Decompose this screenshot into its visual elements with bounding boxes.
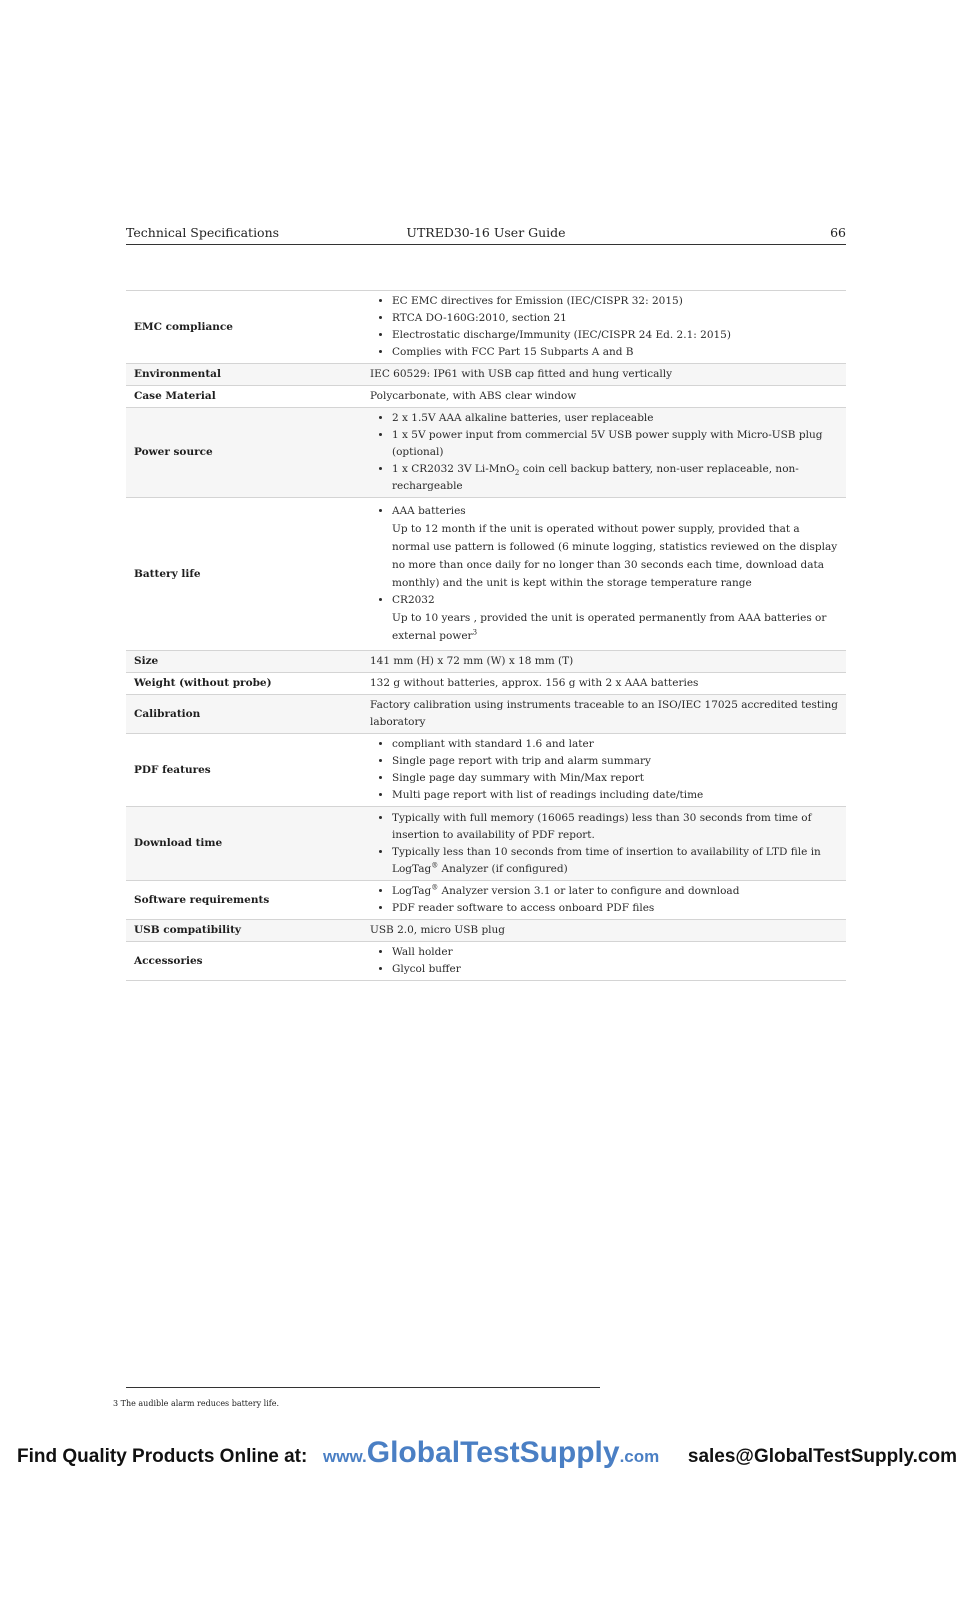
email-link[interactable]: sales@GlobalTestSupply.com: [687, 1446, 957, 1467]
spec-label: EMC compliance: [126, 291, 362, 364]
list-item: • 1 x CR2032 3V Li-MnO$_2$ coin cell backup battery, non-user replaceable, non-rechargeable: [392, 461, 840, 495]
footnote-divider: [126, 1387, 600, 1388]
software-list: [370, 883, 840, 917]
table-row: [126, 498, 846, 651]
footnote: 3 The audible alarm reduces battery life.: [113, 1399, 279, 1408]
list-item: • AAA batteries Up to 12 month if the unit is operated without power supply, provided that a normal use pattern is followed (6 minute logging, statistics reviewed on the display no more than once daily for no longer than 30 seconds each time, download data monthly) and the unit is kept within the storage temperature range: [392, 503, 840, 592]
spec-label: Size: [126, 651, 362, 673]
list-item: • PDF reader software to access onboard PDF files: [392, 900, 840, 917]
header-section: Technical Specifications: [126, 225, 280, 240]
list-item: • RTCA DO-160G:2010, section 21: [392, 310, 840, 327]
table-row: [126, 673, 846, 695]
table-row: [126, 408, 846, 498]
spec-table: [126, 290, 846, 981]
spec-value: Polycarbonate, with ABS clear window: [362, 386, 846, 408]
list-item: • Complies with FCC Part 15 Subparts A and B: [392, 344, 840, 361]
list-item: • EC EMC directives for Emission (IEC/CISPR 32: 2015): [392, 293, 840, 310]
pdf-list: [370, 736, 840, 804]
promo-tagline: Find Quality Products Online at:: [17, 1446, 308, 1467]
spec-label: Download time: [126, 807, 362, 881]
spec-label: PDF features: [126, 734, 362, 807]
list-item: • 1 x 5V power input from commercial 5V USB power supply with Micro-USB plug (optional): [392, 427, 840, 461]
download-list: [370, 810, 840, 878]
spec-label: Battery life: [126, 498, 362, 651]
spec-label: Weight (without probe): [126, 673, 362, 695]
list-item: • CR2032 Up to 10 years , provided the unit is operated permanently from AAA batteries or external power$^3$: [392, 592, 840, 645]
list-item: • Single page report with trip and alarm summary: [392, 753, 840, 770]
list-item: • 2 x 1.5V AAA alkaline batteries, user replaceable: [392, 410, 840, 427]
emc-list: [370, 293, 840, 361]
table-row: [126, 881, 846, 920]
spec-value: IEC 60529: IP61 with USB cap fitted and hung vertically: [362, 364, 846, 386]
spec-label: USB compatibility: [126, 920, 362, 942]
list-item: • Typically with full memory (16065 readings) less than 30 seconds from time of insertion to availability of PDF report.: [392, 810, 840, 844]
spec-value: 141 mm (H) x 72 mm (W) x 18 mm (T): [362, 651, 846, 673]
header-page-number: 66: [830, 225, 846, 240]
list-item: • Typically less than 10 seconds from time of insertion to availability of LTD file in LogTag® Analyzer (if configured): [392, 844, 840, 878]
spec-value: USB 2.0, micro USB plug: [362, 920, 846, 942]
list-item: • Wall holder: [392, 944, 840, 961]
accessories-list: [370, 944, 840, 978]
list-item: • LogTag® Analyzer version 3.1 or later to configure and download: [392, 883, 840, 900]
header-title: UTRED30-16 User Guide: [406, 225, 566, 240]
table-row: [126, 920, 846, 942]
list-item: • compliant with standard 1.6 and later: [392, 736, 840, 753]
spec-label: Accessories: [126, 942, 362, 981]
spec-label: Environmental: [126, 364, 362, 386]
spec-label: Calibration: [126, 695, 362, 734]
table-row: [126, 651, 846, 673]
spec-label: Software requirements: [126, 881, 362, 920]
spec-value: Factory calibration using instruments traceable to an ISO/IEC 17025 accredited testing laboratory: [362, 695, 846, 734]
table-row: [126, 695, 846, 734]
promo-banner: [0, 1436, 972, 1476]
table-row: [126, 291, 846, 364]
table-row: [126, 386, 846, 408]
spec-label: Case Material: [126, 386, 362, 408]
list-item: • Single page day summary with Min/Max report: [392, 770, 840, 787]
website-link[interactable]: www.GlobalTestSupply.com: [323, 1436, 660, 1469]
table-row: [126, 364, 846, 386]
list-item: • Electrostatic discharge/Immunity (IEC/CISPR 24 Ed. 2.1: 2015): [392, 327, 840, 344]
footnote-ref: 3: [472, 628, 478, 637]
spec-label: Power source: [126, 408, 362, 498]
table-row: [126, 807, 846, 881]
spec-value: 132 g without batteries, approx. 156 g with 2 x AAA batteries: [362, 673, 846, 695]
table-row: [126, 734, 846, 807]
list-item: • Multi page report with list of readings including date/time: [392, 787, 840, 804]
list-item: • Glycol buffer: [392, 961, 840, 978]
battery-list: [370, 503, 840, 645]
page-header: [126, 220, 846, 245]
table-row: [126, 942, 846, 981]
power-list: [370, 410, 840, 495]
